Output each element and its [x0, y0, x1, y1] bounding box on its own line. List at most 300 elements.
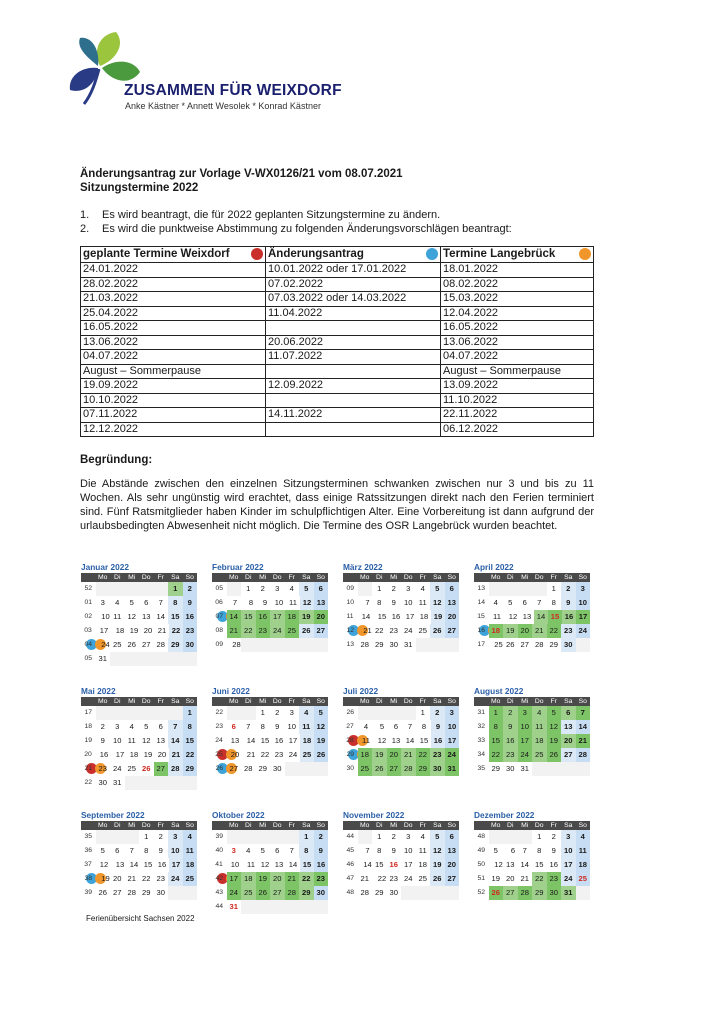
day-cell	[256, 900, 271, 914]
day-cell: 17	[561, 858, 576, 872]
weekday-label: Sa	[564, 698, 573, 705]
week-number: 08	[215, 627, 224, 634]
day-cell: 18	[576, 858, 591, 872]
day-cell: 18	[418, 860, 427, 869]
day-cell	[110, 706, 125, 720]
week-row	[81, 886, 197, 900]
day-cell	[96, 582, 111, 596]
week-number: 18	[84, 723, 93, 730]
weekday-header	[474, 821, 590, 830]
weekday-label: Sa	[171, 574, 180, 581]
day-cell	[430, 886, 445, 900]
week-number: 24	[215, 737, 223, 744]
weekday-label: Do	[272, 574, 282, 581]
table-row	[81, 292, 594, 307]
week-number: 50	[477, 861, 486, 868]
day-cell: 18	[358, 748, 373, 762]
day-cell: 22	[299, 872, 314, 886]
week-number: 09	[215, 641, 224, 648]
day-cell: 28	[360, 888, 369, 897]
day-cell: 17	[95, 624, 113, 649]
day-cell: 10	[561, 844, 576, 858]
weekday-label: Sa	[171, 822, 180, 829]
day-cell: 2	[100, 722, 105, 731]
day-cell: 14	[227, 610, 242, 624]
day-cell: 26	[256, 886, 271, 900]
day-cell: 15	[260, 736, 270, 745]
day-cell: 15	[489, 734, 504, 748]
red-dot-icon	[251, 248, 263, 260]
day-cell: 2	[314, 830, 329, 844]
day-cell: 1	[144, 832, 149, 841]
day-cell: 3	[561, 830, 576, 844]
table-cell: 08.02.2022	[441, 277, 594, 292]
month-name: Juni 2022	[212, 686, 250, 696]
week-number: 23	[215, 723, 224, 730]
day-cell: 3	[100, 598, 105, 607]
day-cell: 14	[246, 736, 256, 745]
day-cell: 23	[256, 624, 271, 638]
week-row	[81, 858, 197, 872]
day-cell: 6	[561, 706, 576, 720]
week-number: 05	[84, 655, 93, 662]
week-number: 36	[84, 847, 93, 854]
day-cell: 17	[288, 736, 298, 745]
week-row	[474, 596, 590, 610]
day-cell: 13	[522, 612, 532, 621]
day-cell: 29	[183, 762, 198, 776]
weekday-label: So	[447, 822, 456, 829]
day-cell	[125, 706, 140, 720]
week-row	[474, 624, 590, 638]
day-cell: 25	[285, 624, 300, 638]
week-number: 07	[215, 613, 224, 620]
day-cell: 10	[168, 844, 183, 858]
week-number: 20	[84, 751, 92, 758]
day-cell: 21	[227, 624, 242, 638]
table-cell: 07.11.2022	[81, 408, 266, 423]
week-row	[343, 734, 459, 748]
month-calendar	[212, 686, 328, 776]
day-cell: 5	[379, 722, 385, 731]
day-cell: 2	[391, 584, 396, 593]
week-row	[81, 844, 197, 858]
week-row	[212, 844, 328, 858]
day-cell: 10	[287, 722, 296, 731]
weekday-label: Do	[141, 822, 151, 829]
day-cell	[430, 638, 445, 652]
day-cell: 20	[445, 858, 460, 872]
weekday-header	[81, 821, 197, 830]
day-cell: 10	[518, 720, 533, 734]
day-cell: 17	[445, 734, 459, 759]
day-cell: 21	[532, 624, 547, 638]
day-cell: 12	[494, 860, 503, 869]
week-number: 14	[477, 599, 486, 606]
weekday-label: Fr	[288, 574, 295, 581]
week-number: 41	[215, 861, 223, 868]
day-cell: 8	[551, 598, 556, 607]
table-cell: 20.06.2022	[266, 335, 441, 350]
day-cell: 13	[156, 736, 165, 745]
week-row	[212, 638, 328, 652]
day-cell: 24	[576, 624, 591, 638]
day-cell: 10	[226, 858, 244, 883]
week-number: 45	[346, 847, 355, 854]
day-cell: 27	[561, 748, 576, 762]
day-cell: 6	[393, 722, 399, 731]
day-cell: 3	[289, 708, 294, 717]
day-cell: 4	[420, 584, 425, 593]
day-cell: 20	[387, 748, 402, 762]
week-row	[212, 582, 328, 596]
week-row	[81, 762, 197, 776]
day-cell: 8	[377, 598, 382, 607]
day-cell: 24	[561, 872, 576, 886]
month-name: April 2022	[474, 562, 514, 572]
week-number: 13	[477, 585, 486, 592]
weekday-label: Mo	[229, 574, 239, 581]
weekday-label: So	[447, 574, 456, 581]
week-row	[343, 872, 459, 886]
day-cell: 7	[289, 846, 294, 855]
week-row	[81, 652, 197, 666]
week-number: 19	[84, 737, 93, 744]
day-cell: 24	[404, 626, 413, 635]
request-item: 2. Es wird die punktweise Abstimmung zu folgenden Änderungsvorschlägen beantragt:	[80, 222, 512, 235]
day-cell: 6	[231, 722, 236, 731]
week-number: 13	[346, 641, 355, 648]
orange-dot-icon	[579, 248, 591, 260]
table-body	[81, 263, 594, 437]
day-cell: 26	[314, 748, 328, 773]
day-cell	[139, 776, 154, 790]
day-cell: 17	[405, 612, 415, 621]
day-cell: 11	[357, 734, 375, 759]
day-cell	[227, 830, 242, 844]
day-cell	[576, 762, 591, 776]
day-cell: 11	[127, 736, 136, 745]
day-cell: 15	[377, 612, 387, 621]
day-cell: 20	[143, 626, 153, 635]
weekday-label: Mo	[360, 822, 370, 829]
day-cell: 11	[113, 612, 122, 621]
day-cell: 9	[391, 598, 396, 607]
table-cell	[266, 321, 441, 336]
week-row	[343, 858, 459, 872]
week-row	[474, 610, 590, 624]
week-row	[343, 624, 459, 638]
day-cell: 27	[314, 624, 329, 638]
day-cell: 8	[377, 846, 382, 855]
day-cell	[561, 762, 576, 776]
week-number: 37	[84, 861, 92, 868]
day-cell: 23	[389, 874, 398, 883]
day-cell: 5	[100, 846, 105, 855]
day-cell: 13	[115, 860, 125, 869]
week-row	[212, 734, 328, 748]
weekday-label: Di	[245, 698, 252, 705]
table-cell: 24.01.2022	[81, 263, 266, 278]
day-cell	[358, 582, 373, 596]
weekday-label: Do	[403, 822, 413, 829]
day-cell: 15	[300, 858, 314, 883]
day-cell: 6	[522, 598, 527, 607]
day-cell: 26	[127, 640, 136, 649]
day-cell	[270, 638, 285, 652]
calendar-caption: Ferienübersicht Sachsen 2022	[86, 914, 195, 923]
day-cell: 15	[419, 736, 429, 745]
week-row	[81, 624, 197, 638]
day-cell: 26	[98, 888, 107, 897]
day-cell: 9	[503, 720, 518, 734]
weekday-header	[343, 573, 459, 582]
week-row	[343, 844, 459, 858]
day-cell: 22	[377, 874, 387, 883]
day-cell	[401, 706, 416, 720]
day-cell: 24	[445, 748, 460, 762]
day-cell: 10	[576, 596, 591, 610]
week-number: 39	[84, 889, 93, 896]
weekday-header	[81, 573, 197, 582]
week-number: 03	[84, 627, 92, 634]
day-cell: 5	[508, 598, 513, 607]
day-cell: 11	[183, 844, 198, 858]
day-cell: 28	[576, 748, 591, 762]
day-cell: 22	[260, 750, 270, 759]
blue-dot-icon	[426, 248, 438, 260]
weekday-label: Fr	[550, 822, 557, 829]
day-cell: 18	[241, 872, 256, 886]
day-cell	[139, 582, 154, 596]
week-number: 49	[477, 847, 486, 854]
week-number: 46	[346, 861, 355, 868]
title-line-1: Änderungsantrag zur Vorlage V-WX0126/21 vom 08.07.2021	[80, 168, 403, 180]
day-cell: 3	[275, 584, 280, 593]
day-cell: 30	[506, 764, 515, 773]
day-cell	[416, 886, 431, 900]
week-number: 51	[477, 875, 486, 882]
table-cell: 19.09.2022	[81, 379, 266, 394]
week-row	[474, 748, 590, 762]
weekday-label: Fr	[419, 822, 426, 829]
day-cell	[110, 582, 125, 596]
weekday-label: Fr	[550, 574, 557, 581]
day-cell: 22	[183, 748, 197, 773]
weekday-label: So	[316, 822, 325, 829]
day-cell: 7	[576, 706, 591, 720]
month-name: Juli 2022	[343, 686, 379, 696]
day-cell: 1	[168, 582, 183, 596]
day-cell: 18	[183, 858, 197, 883]
day-cell	[285, 900, 300, 914]
day-cell: 25	[532, 748, 547, 762]
weekday-label: Sa	[564, 822, 573, 829]
day-cell: 28	[360, 640, 369, 649]
weekday-label: Do	[403, 574, 413, 581]
day-cell	[532, 762, 547, 776]
weekday-label: Mi	[128, 574, 136, 581]
day-cell: 29	[491, 764, 500, 773]
day-cell: 21	[157, 626, 167, 635]
week-row	[212, 748, 328, 762]
table-cell: 11.07.2022	[266, 350, 441, 365]
day-cell: 7	[365, 598, 370, 607]
day-cell: 19	[372, 748, 387, 762]
day-cell	[270, 830, 285, 844]
day-cell	[576, 638, 591, 652]
day-cell: 15	[375, 860, 384, 869]
day-cell: 25	[241, 886, 256, 900]
day-cell	[299, 638, 314, 652]
weekday-label: Di	[114, 574, 121, 581]
day-cell: 15	[535, 860, 544, 869]
day-cell: 13	[226, 734, 244, 759]
week-number: 33	[477, 737, 486, 744]
day-cell: 19	[430, 858, 445, 872]
day-cell: 9	[275, 722, 280, 731]
day-cell: 6	[144, 598, 149, 607]
day-cell: 20	[445, 610, 459, 635]
month-calendar	[474, 810, 590, 900]
day-cell	[125, 582, 140, 596]
day-cell: 22	[375, 626, 384, 635]
day-cell	[154, 652, 169, 666]
week-row	[474, 830, 590, 844]
day-cell: 3	[576, 582, 591, 596]
week-number: 29	[346, 751, 355, 758]
day-cell: 10	[101, 612, 110, 621]
week-number: 11	[346, 613, 354, 620]
day-cell: 30	[156, 888, 165, 897]
day-cell: 6	[510, 846, 516, 855]
day-cell: 21	[285, 872, 300, 886]
day-cell	[299, 900, 314, 914]
day-cell: 12	[430, 844, 445, 858]
day-cell: 19	[314, 734, 328, 759]
day-cell: 9	[262, 598, 268, 607]
weekday-label: Mo	[229, 698, 239, 705]
day-cell: 27	[520, 640, 529, 649]
day-cell: 18	[115, 626, 125, 635]
table-cell: 13.06.2022	[81, 335, 266, 350]
weekday-header	[343, 821, 459, 830]
day-cell: 20	[226, 748, 244, 773]
weekday-label: Fr	[157, 822, 164, 829]
week-number: 52	[477, 889, 486, 896]
day-cell: 19	[256, 872, 271, 886]
week-row	[343, 582, 459, 596]
day-cell	[445, 886, 460, 900]
day-cell: 23	[389, 626, 398, 635]
day-cell: 12	[142, 736, 151, 745]
table-cell: August – Sommerpause	[81, 364, 266, 379]
day-cell: 26	[430, 624, 445, 638]
day-cell: 15	[548, 610, 562, 635]
day-cell: 23	[314, 872, 329, 886]
day-cell: 1	[246, 584, 251, 593]
week-number: 35	[84, 833, 93, 840]
table-cell: 16.05.2022	[81, 321, 266, 336]
day-cell: 10	[404, 846, 413, 855]
day-cell: 25	[358, 762, 373, 776]
day-cell: 11	[488, 610, 506, 635]
day-cell	[110, 830, 125, 844]
day-cell: 5	[314, 706, 329, 720]
day-cell: 7	[158, 598, 163, 607]
day-cell: 10	[445, 720, 459, 745]
day-cell: 3	[406, 584, 411, 593]
week-row	[474, 858, 590, 872]
day-cell: 13	[445, 596, 460, 610]
day-cell: 19	[431, 610, 445, 635]
day-cell: 16	[431, 734, 445, 759]
day-cell: 14	[520, 860, 529, 869]
weekday-label: Do	[141, 574, 151, 581]
day-cell: 3	[518, 706, 533, 720]
week-number: 16	[477, 627, 486, 634]
day-cell: 16	[389, 860, 398, 869]
day-cell: 3	[445, 706, 460, 720]
day-cell: 5	[430, 582, 445, 596]
day-cell: 14	[405, 736, 415, 745]
day-cell: 5	[260, 846, 265, 855]
week-number: 44	[346, 833, 355, 840]
request-item: 1. Es wird beantragt, die für 2022 geplanten Sitzungstermine zu ändern.	[80, 209, 441, 221]
day-cell: 23	[547, 872, 562, 886]
day-cell: 12	[300, 596, 314, 621]
meeting-dates-table	[80, 246, 594, 437]
day-cell: 17	[404, 860, 413, 869]
table-cell: August – Sommerpause	[441, 364, 594, 379]
weekday-label: So	[185, 698, 194, 705]
month-name: Mai 2022	[81, 686, 116, 696]
weekday-label: Mo	[360, 574, 370, 581]
day-cell	[503, 830, 518, 844]
day-cell: 30	[389, 888, 398, 897]
day-cell: 20	[270, 872, 285, 886]
day-cell: 28	[535, 640, 544, 649]
week-row	[81, 582, 197, 596]
day-cell: 31	[113, 778, 122, 787]
day-cell: 1	[260, 708, 265, 717]
day-cell	[285, 830, 300, 844]
day-cell: 15	[183, 734, 198, 748]
day-cell: 3	[168, 830, 183, 844]
day-cell: 19	[299, 610, 314, 624]
day-cell: 15	[143, 860, 153, 869]
day-cell	[241, 638, 256, 652]
weekday-label: Do	[272, 698, 282, 705]
week-number: 32	[477, 723, 486, 730]
day-cell	[183, 886, 198, 900]
day-cell: 7	[226, 596, 244, 621]
day-cell: 16	[391, 612, 401, 621]
table-row	[81, 321, 594, 336]
day-cell: 29	[258, 764, 267, 773]
week-row	[212, 886, 328, 900]
day-cell: 28	[518, 886, 533, 900]
day-cell: 7	[129, 846, 134, 855]
day-cell: 9	[183, 596, 198, 610]
day-cell	[154, 582, 169, 596]
day-cell: 24	[288, 750, 298, 759]
week-row	[212, 706, 328, 720]
day-cell: 16	[562, 610, 576, 635]
day-cell: 21	[169, 748, 183, 773]
day-cell: 2	[275, 708, 280, 717]
day-cell: 14	[576, 720, 591, 734]
